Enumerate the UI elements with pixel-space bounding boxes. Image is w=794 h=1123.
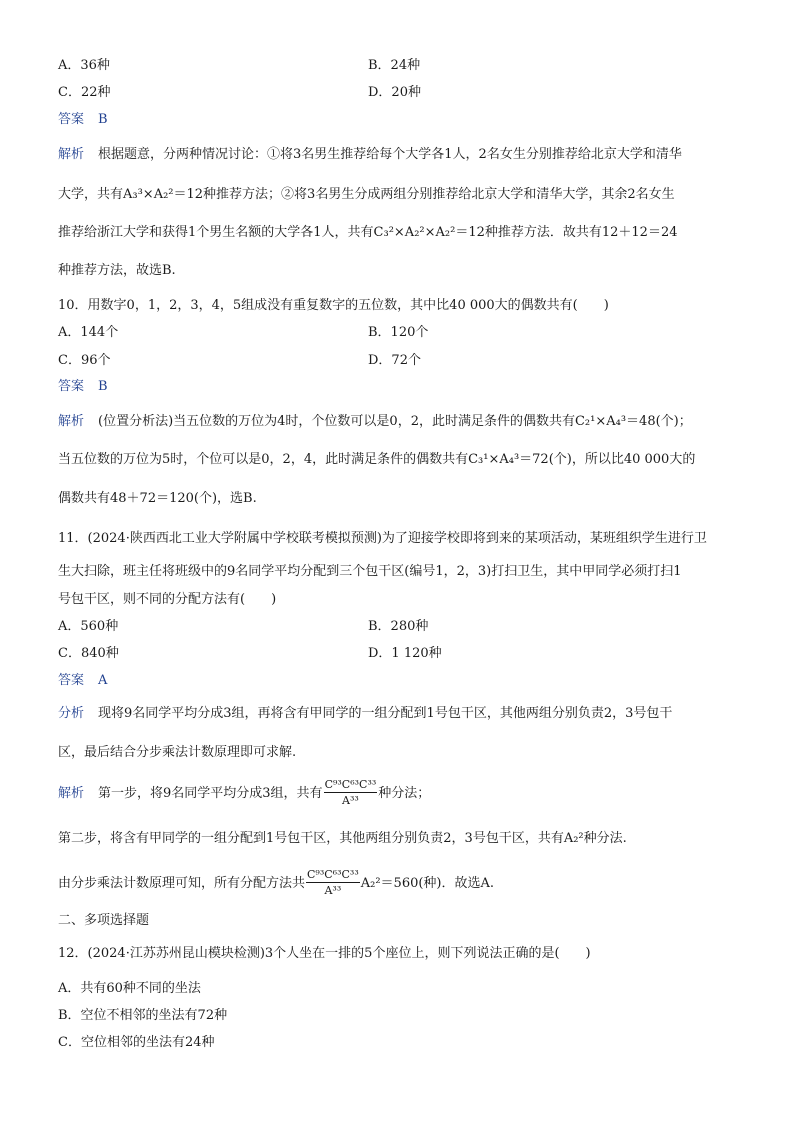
q10-answer — [58, 378, 108, 396]
q11-analysis-step-2: 第二步，将含有甲同学的一组分配到1号包干区，其他两组分别负责2，3号包干区，共有A₂²种分法. — [58, 831, 627, 846]
q9-option-b: B．24种 — [368, 58, 421, 73]
q11-option-a: A．560种 — [58, 619, 119, 634]
fenxi-text: 现将9名同学平均分成3组，再将含有甲同学的一组分配到1号包干区，其他两组分别负责2，3号包干 — [98, 706, 673, 721]
conclusion-suffix: A₂²＝560(种)．故选A. — [360, 876, 495, 891]
q11-stem-line-3: 号包干区，则不同的分配方法有( ) — [58, 592, 277, 607]
q11-option-d: D．1 120种 — [368, 646, 442, 661]
q10-option-d: D．72个 — [368, 353, 421, 368]
answer-label: 答案 — [58, 379, 85, 394]
step1-suffix: 种分法； — [378, 786, 431, 801]
conclusion-prefix: 由分步乘法计数原理可知，所有分配方法共 — [58, 876, 306, 891]
q9-option-a: A．36种 — [58, 58, 110, 73]
q11-option-c: C．840种 — [58, 646, 119, 661]
q9-analysis-line-1 — [58, 146, 682, 164]
q11-conclusion — [58, 868, 494, 899]
answer-value: B — [98, 112, 108, 127]
q12-option-a: A．共有60种不同的坐法 — [58, 981, 201, 996]
answer-value: A — [98, 673, 108, 688]
analysis-text: (位置分析法)当五位数的万位为4时，个位数可以是0，2，此时满足条件的偶数共有C₂¹×A₄³＝48(个)； — [98, 414, 692, 429]
q11-stem-line-2: 生大扫除，班主任将班级中的9名同学平均分配到三个包干区(编号1，2，3)打扫卫生，其中甲同学必须打扫1 — [58, 564, 682, 579]
analysis-label: 解析 — [58, 414, 85, 429]
q10-analysis-line-3: 偶数共有48＋72＝120(个)，选B. — [58, 491, 257, 506]
answer-label: 答案 — [58, 112, 85, 127]
fraction — [306, 868, 360, 899]
q11-analysis-step-1 — [58, 778, 430, 809]
fraction-denominator: A³³ — [342, 794, 359, 807]
q9-option-c: C．22种 — [58, 85, 111, 100]
fraction-numerator: C⁹³C⁶³C³³ — [307, 868, 359, 881]
q12-option-c: C．空位相邻的坐法有24种 — [58, 1035, 215, 1050]
q9-analysis-line-3: 推荐给浙江大学和获得1个男生名额的大学各1人，共有C₃²×A₂²×A₂²＝12种推荐方法．故共有12＋12＝24 — [58, 225, 678, 240]
q11-stem-line-1: 11．(2024·陕西西北工业大学附属中学校联考模拟预测)为了迎接学校即将到来的某项活动，某班组织学生进行卫 — [58, 531, 707, 546]
q11-fenxi-line-1 — [58, 705, 672, 723]
q10-option-b: B．120个 — [368, 325, 429, 340]
fraction — [324, 778, 378, 809]
fraction-numerator: C⁹³C⁶³C³³ — [324, 778, 377, 791]
q10-stem: 10．用数字0，1，2，3，4，5组成没有重复数字的五位数，其中比40 000大的偶数共有( ) — [58, 298, 609, 313]
q9-answer — [58, 111, 108, 129]
fraction-denominator: A³³ — [324, 884, 342, 897]
q10-option-c: C．96个 — [58, 353, 111, 368]
analysis-label: 解析 — [58, 147, 85, 162]
q9-analysis-line-2: 大学，共有A₃³×A₂²＝12种推荐方法；②将3名男生分成两组分别推荐给北京大学和清华大学，其余2名女生 — [58, 187, 675, 202]
fenxi-label: 分析 — [58, 706, 85, 721]
q11-option-b: B．280种 — [368, 619, 429, 634]
answer-label: 答案 — [58, 673, 85, 688]
q10-option-a: A．144个 — [58, 325, 119, 340]
q11-fenxi-line-2: 区，最后结合分步乘法计数原理即可求解. — [58, 745, 297, 760]
q12-stem: 12．(2024·江苏苏州昆山模块检测)3个人坐在一排的5个座位上，则下列说法正确的是( ) — [58, 946, 591, 961]
answer-value: B — [98, 379, 108, 394]
analysis-label: 解析 — [58, 786, 85, 801]
q9-analysis-line-4: 种推荐方法，故选B. — [58, 263, 176, 278]
q9-option-d: D．20种 — [368, 85, 421, 100]
analysis-text: 根据题意，分两种情况讨论：①将3名男生推荐给每个大学各1人，2名女生分别推荐给北京大学和清华 — [98, 147, 682, 162]
step1-prefix: 第一步，将9名同学平均分成3组，共有 — [98, 786, 323, 801]
section-title: 二、多项选择题 — [58, 913, 150, 928]
q10-analysis-line-2: 当五位数的万位为5时，个位可以是0，2，4，此时满足条件的偶数共有C₃¹×A₄³＝72(个)，所以比40 000大的 — [58, 452, 696, 467]
q11-answer — [58, 672, 107, 690]
q10-analysis-line-1 — [58, 413, 692, 431]
q12-option-b: B．空位不相邻的坐法有72种 — [58, 1008, 228, 1023]
